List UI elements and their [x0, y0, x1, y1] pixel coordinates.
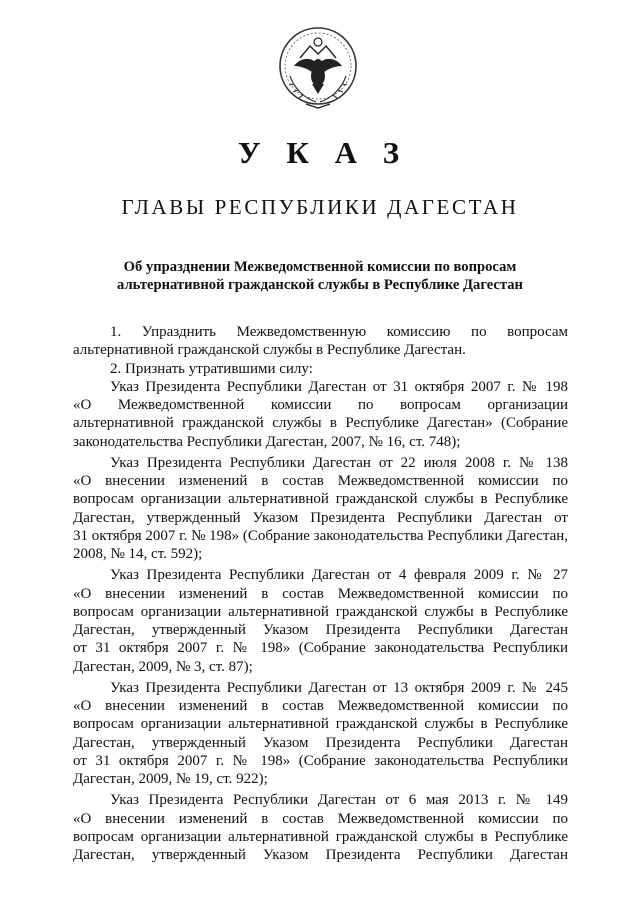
- body-line: Указ Президента Республики Дагестан от 6 мая 2013 г. № 149: [110, 792, 568, 809]
- body-line: от 31 октября 2007 г. № 198» (Собрание законодательства Республики: [73, 752, 568, 769]
- body-line: вопросам организации альтернативной гражданской службы в Республике: [73, 828, 568, 845]
- body-line: от 31 октября 2007 г. № 198» (Собрание законодательства Республики: [73, 640, 568, 657]
- body-line: вопросам организации альтернативной гражданской службы в Республике: [73, 491, 568, 508]
- body-line: Дагестан, 2009, № 19, ст. 922);: [73, 771, 268, 787]
- body-line: вопросам организации альтернативной гражданской службы в Республике: [73, 603, 568, 620]
- subject-line-2: альтернативной гражданской службы в Республике Дагестан: [117, 277, 523, 293]
- issuer-heading: ГЛАВЫ РЕСПУБЛИКИ ДАГЕСТАН: [121, 195, 519, 219]
- body-line: 31 октября 2007 г. № 198» (Собрание законодательства Республики Дагестан,: [73, 527, 568, 544]
- decree-title: У К А З: [237, 135, 409, 170]
- body-line: «О внесении изменений в состав Межведомственной комиссии по: [73, 473, 568, 489]
- body-line: Указ Президента Республики Дагестан от 22 июля 2008 г. № 138: [110, 454, 568, 471]
- body-line: Дагестан, 2009, № 3, ст. 87);: [73, 658, 253, 675]
- subject-line-1: Об упразднении Межведомственной комиссии по вопросам: [123, 259, 517, 275]
- body-line: Дагестан, утвержденный Указом Президента Республики Дагестан от: [73, 509, 568, 526]
- body-line: альтернативной гражданской службы в Республике Дагестан» (Собрание: [73, 415, 568, 432]
- body-line: 2. Признать утратившими силу:: [110, 360, 313, 377]
- body-line: Дагестан, утвержденный Указом Президента Республики Дагестан: [73, 847, 568, 863]
- body-line: Дагестан, утвержденный Указом Президента Республики Дагестан: [73, 622, 568, 638]
- decree-body: [73, 323, 568, 864]
- body-line: «О внесении изменений в состав Межведомственной комиссии по: [73, 810, 568, 827]
- body-line: альтернативной гражданской службы в Республике Дагестан.: [73, 342, 466, 359]
- body-line: «О внесении изменений в состав Межведомственной комиссии по: [73, 585, 568, 602]
- body-line: вопросам организации альтернативной гражданской службы в Республике: [73, 716, 568, 733]
- body-line: законодательства Республики Дагестан, 2007, № 16, ст. 748);: [73, 433, 461, 450]
- coat-of-arms-icon: [270, 20, 366, 116]
- body-line: Указ Президента Республики Дагестан от 4 февраля 2009 г. № 27: [110, 567, 568, 584]
- body-line: «О внесении изменений в состав Межведомственной комиссии по: [73, 698, 568, 714]
- body-line: 2008, № 14, ст. 592);: [73, 546, 203, 562]
- body-line: Указ Президента Республики Дагестан от 13 октября 2009 г. № 245: [110, 679, 568, 696]
- body-line: Дагестан, утвержденный Указом Президента Республики Дагестан: [73, 734, 568, 751]
- body-line: Указ Президента Республики Дагестан от 31 октября 2007 г. № 198: [110, 378, 568, 395]
- decree-subject: [0, 258, 640, 294]
- body-line: 1. Упразднить Межведомственную комиссию по вопросам: [110, 324, 568, 340]
- body-line: «О Межведомственной комиссии по вопросам организации: [73, 397, 568, 413]
